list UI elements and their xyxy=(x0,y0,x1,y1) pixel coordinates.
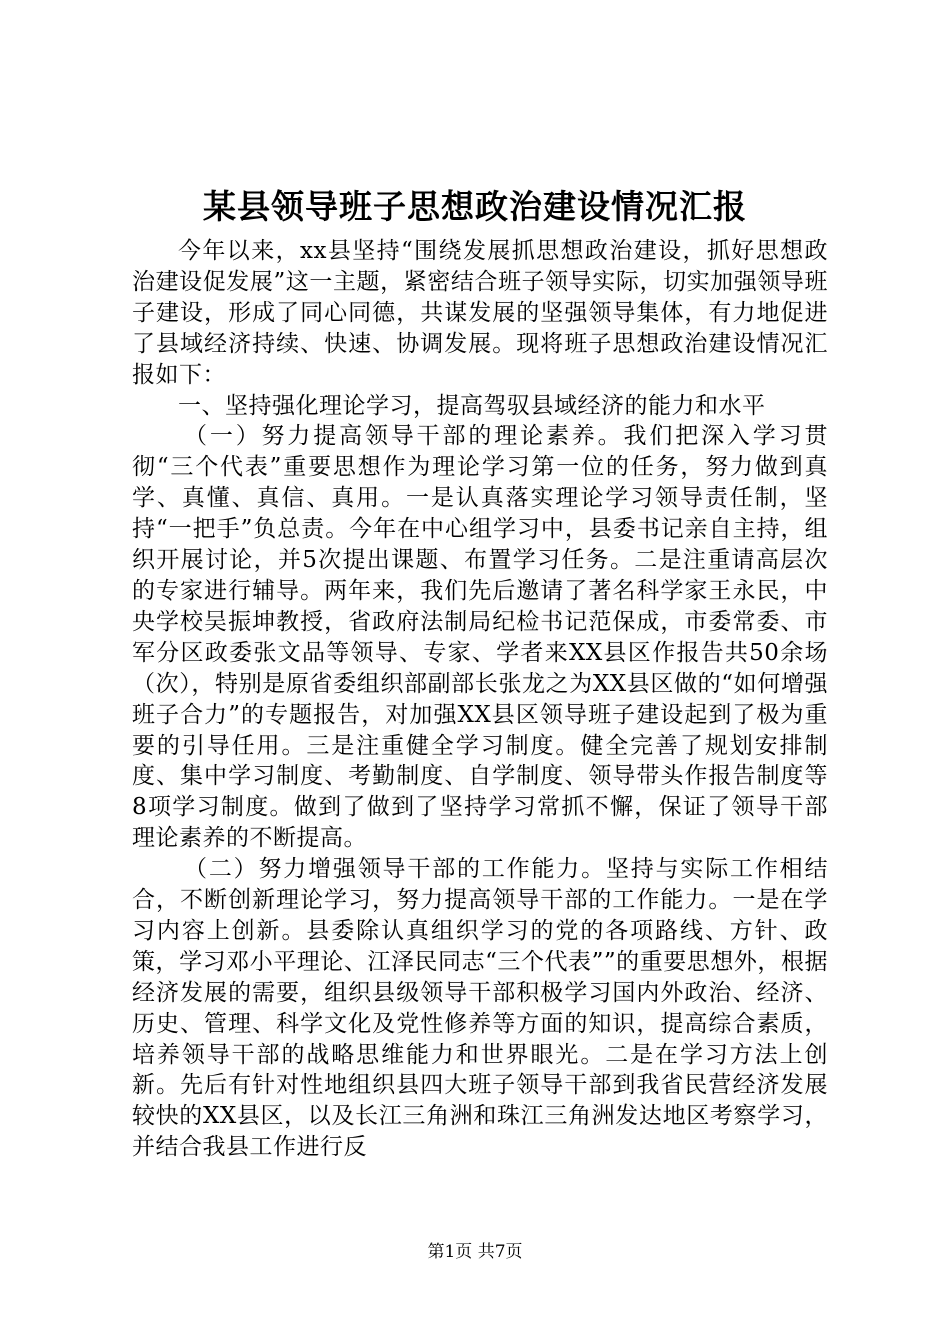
paragraph-intro: 今年以来，xx县坚持“围绕发展抓思想政治建设，抓好思想政治建设促发展”这一主题，紧密结合班子领导实际，切实加强领导班子建设，形成了同心同德，共谋发展的坚强领导集体，有力地促进了县域经济持续、快速、协调发展。现将班子思想政治建设情况汇报如下： xyxy=(132,238,828,388)
section-heading-1: 一、坚持强化理论学习，提高驾驭县域经济的能力和水平 xyxy=(178,392,766,419)
page-footer: 第1页 共7页 xyxy=(427,1242,523,1262)
document-body xyxy=(132,236,828,1163)
paragraph-subsection-2: （二）努力增强领导干部的工作能力。坚持与实际工作相结合，不断创新理论学习，努力提高领导干部的工作能力。一是在学习内容上创新。县委除认真组织学习的党的各项路线、方针、政策，学习邓小平理论、江泽民同志“三个代表””的重要思想外，根据经济发展的需要，组织县级领导干部积极学习国内外政治、经济、历史、管理、科学文化及党性修养等方面的知识，提高综合素质，培养领导干部的战略思维能力和世界眼光。二是在学习方法上创新。先后有针对性地组织县四大班子领导干部到我省民营经济发展较快的XX县区，以及长江三角洲和珠江三角洲发达地区考察学习，并结合我县工作进行反 xyxy=(132,856,828,1161)
paragraph-subsection-1: （一）努力提高领导干部的理论素养。我们把深入学习贯彻“三个代表”重要思想作为理论学习第一位的任务，努力做到真学、真懂、真信、真用。一是认真落实理论学习领导责任制，坚持“一把手”负总责。今年在中心组学习中，县委书记亲自主持，组织开展讨论，并5次提出课题、布置学习任务。二是注重请高层次的专家进行辅导。两年来，我们先后邀请了著名科学家王永民，中央学校吴振坤教授，省政府法制局纪检书记范保成，市委常委、市军分区政委张文品等领导、专家、学者来XX县区作报告共50余场（次），特别是原省委组织部副部长张龙之为XX县区做的“如何增强班子合力”的专题报告，对加强XX县区领导班子建设起到了极为重要的引导任用。三是注重健全学习制度。健全完善了规划安排制度、集中学习制度、考勤制度、自学制度、领导带头作报告制度等8项学习制度。做到了做到了坚持学习常抓不懈，保证了领导干部理论素养的不断提高。 xyxy=(132,423,828,852)
document-title: 某县领导班子思想政治建设情况汇报 xyxy=(203,187,747,226)
